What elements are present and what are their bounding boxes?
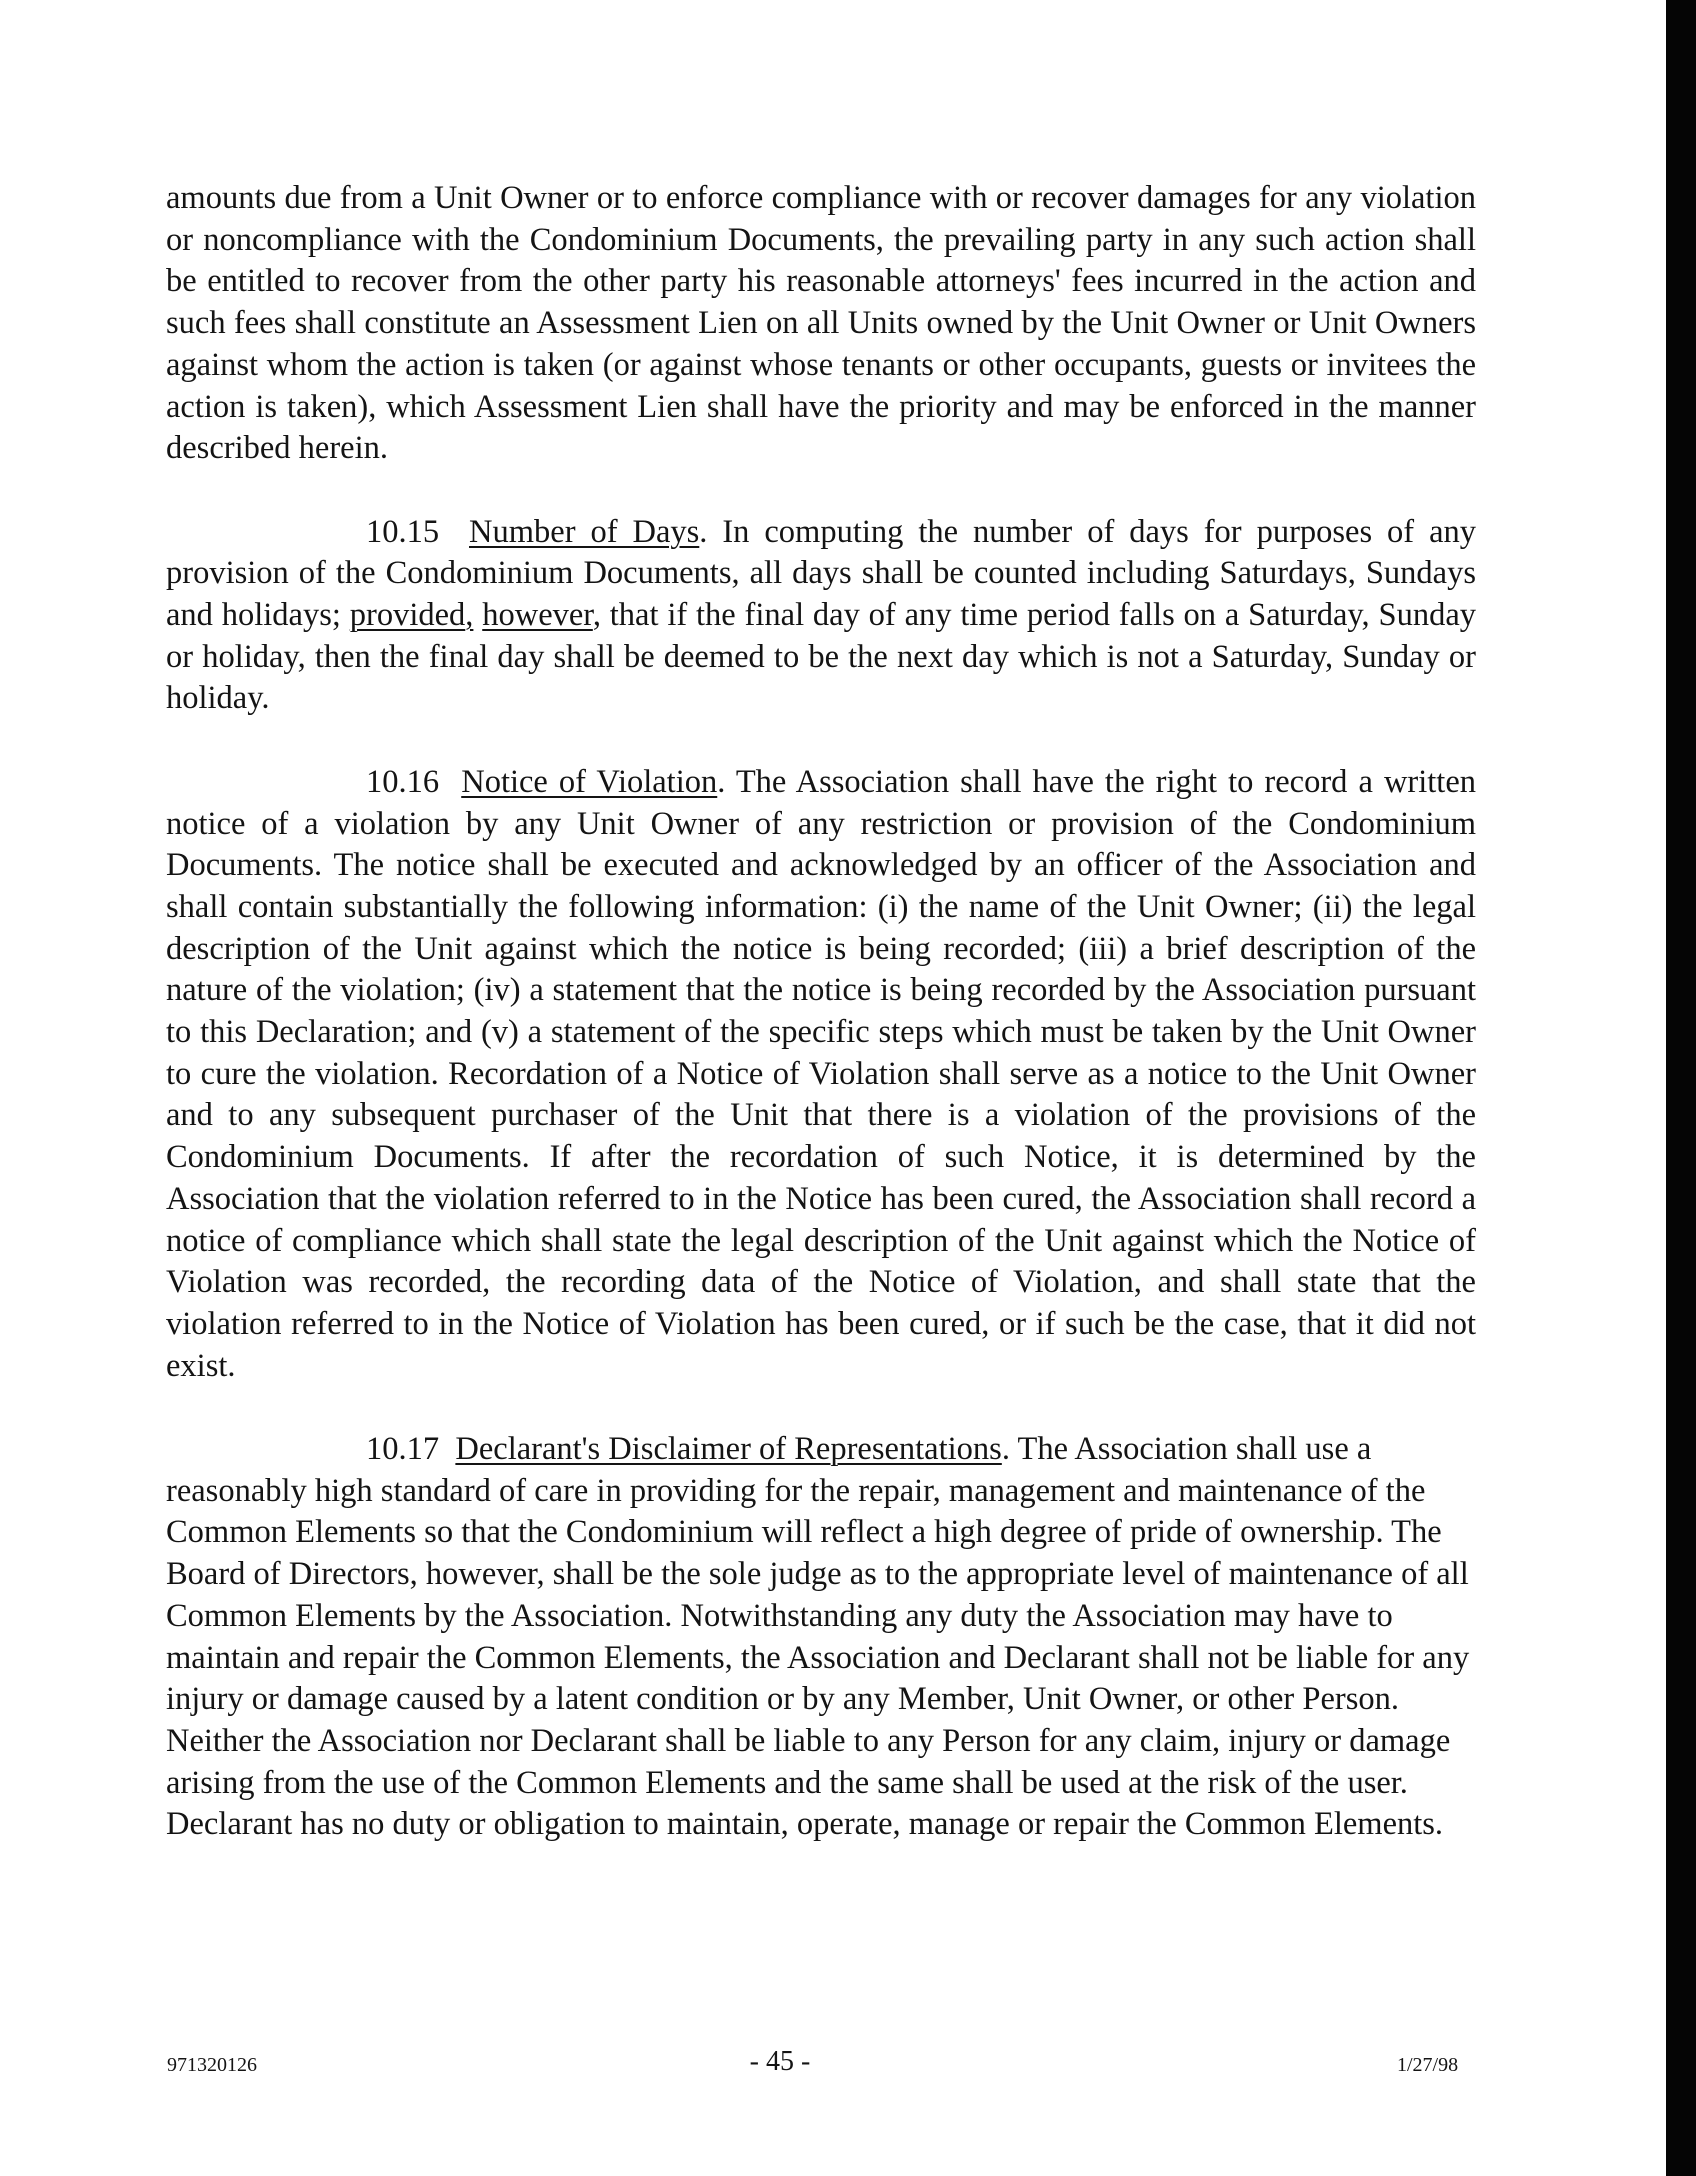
- paragraph-continuation: [166, 178, 1476, 470]
- scan-edge-border: [1666, 0, 1696, 2176]
- page-number: - 45 -: [749, 2046, 811, 2077]
- section-heading: Notice of Violation: [461, 763, 718, 800]
- section-text: . In computing the number of days for purposes of any provision of the Condominium Documents, all days shall be counted including Saturdays, Sundays and holidays;: [166, 513, 1476, 634]
- document-body: [166, 178, 1476, 1888]
- section-heading: Number of Days: [469, 513, 700, 550]
- section-number: 10.15: [366, 513, 440, 550]
- paragraph-text: amounts due from a Unit Owner or to enforce compliance with or recover damages for any violation or noncompliance with the Condominium Documents, the prevailing party in any such action shall be entitled to recover from the other party his reasonable attorneys' fees incurred in the action and such fees shall constitute an Assessment Lien on all Units owned by the Unit Owner or Unit Owners against whom the action is taken (or against whose tenants or other occupants, guests or invitees the action is taken), which Assessment Lien shall have the priority and may be enforced in the manner described herein.: [166, 180, 1476, 467]
- emphasis-comma: ,: [465, 597, 474, 634]
- emphasis-provided: provided: [349, 597, 466, 634]
- document-number: 971320126: [167, 2054, 257, 2076]
- section-number: 10.17: [366, 1431, 440, 1468]
- section-10-17: [166, 1429, 1476, 1846]
- document-date: 1/27/98: [1397, 2054, 1459, 2076]
- section-10-15: [166, 512, 1476, 721]
- section-text: . The Association shall have the right to record a written notice of a violation by any Unit Owner of any restriction or provision of the Condominium Documents. The notice shall be executed and acknowledged by an officer of the Association and shall contain substantially the following information: (i) the name of the Unit Owner; (ii) the legal description of the Unit against which the notice is being recorded; (iii) a brief description of the nature of the violation; (iv) a statement that the notice is being recorded by the Association pursuant to this Declaration; and (v) a statement of the specific steps which must be taken by the Unit Owner to cure the violation. Recordation of a Notice of Violation shall serve as a notice to the Unit Owner and to any subsequent purchaser of the Unit that there is a violation of the provisions of the Condominium Documents. If after the recordation of such Notice, it is determined by the Association that the violation referred to in the Notice has been cured, the Association shall record a notice of compliance which shall state the legal description of the Unit against which the Notice of Violation was recorded, the recording data of the Notice of Violation, and shall state that the violation referred to in the Notice of Violation has been cured, or if such be the case, that it did not exist.: [166, 763, 1476, 1384]
- emphasis-space: [473, 597, 482, 633]
- section-number: 10.16: [366, 763, 440, 800]
- section-heading: Declarant's Disclaimer of Representations: [455, 1431, 1002, 1468]
- emphasis-however: however: [482, 597, 593, 634]
- section-text: . The Association shall use a reasonably high standard of care in providing for the repair, management and maintenance of the Common Elements so that the Condominium will reflect a high degree of pride of ownership. The Board of Directors, however, shall be the sole judge as to the appropriate level of maintenance of all Common Elements by the Association. Notwithstanding any duty the Association may have to maintain and repair the Common Elements, the Association and Declarant shall not be liable for any injury or damage caused by a latent condition or by any Member, Unit Owner, or other Person. Neither the Association nor Declarant shall be liable to any Person for any claim, injury or damage arising from the use of the Common Elements and the same shall be used at the risk of the user. Declarant has no duty or obligation to maintain, operate, manage or repair the Common Elements.: [166, 1431, 1470, 1843]
- section-text-continued: , that if the final day of any time period falls on a Saturday, Sunday or holiday, then the final day shall be deemed to be the next day which is not a Saturday, Sunday or holiday.: [166, 597, 1477, 717]
- section-10-16: [166, 762, 1476, 1388]
